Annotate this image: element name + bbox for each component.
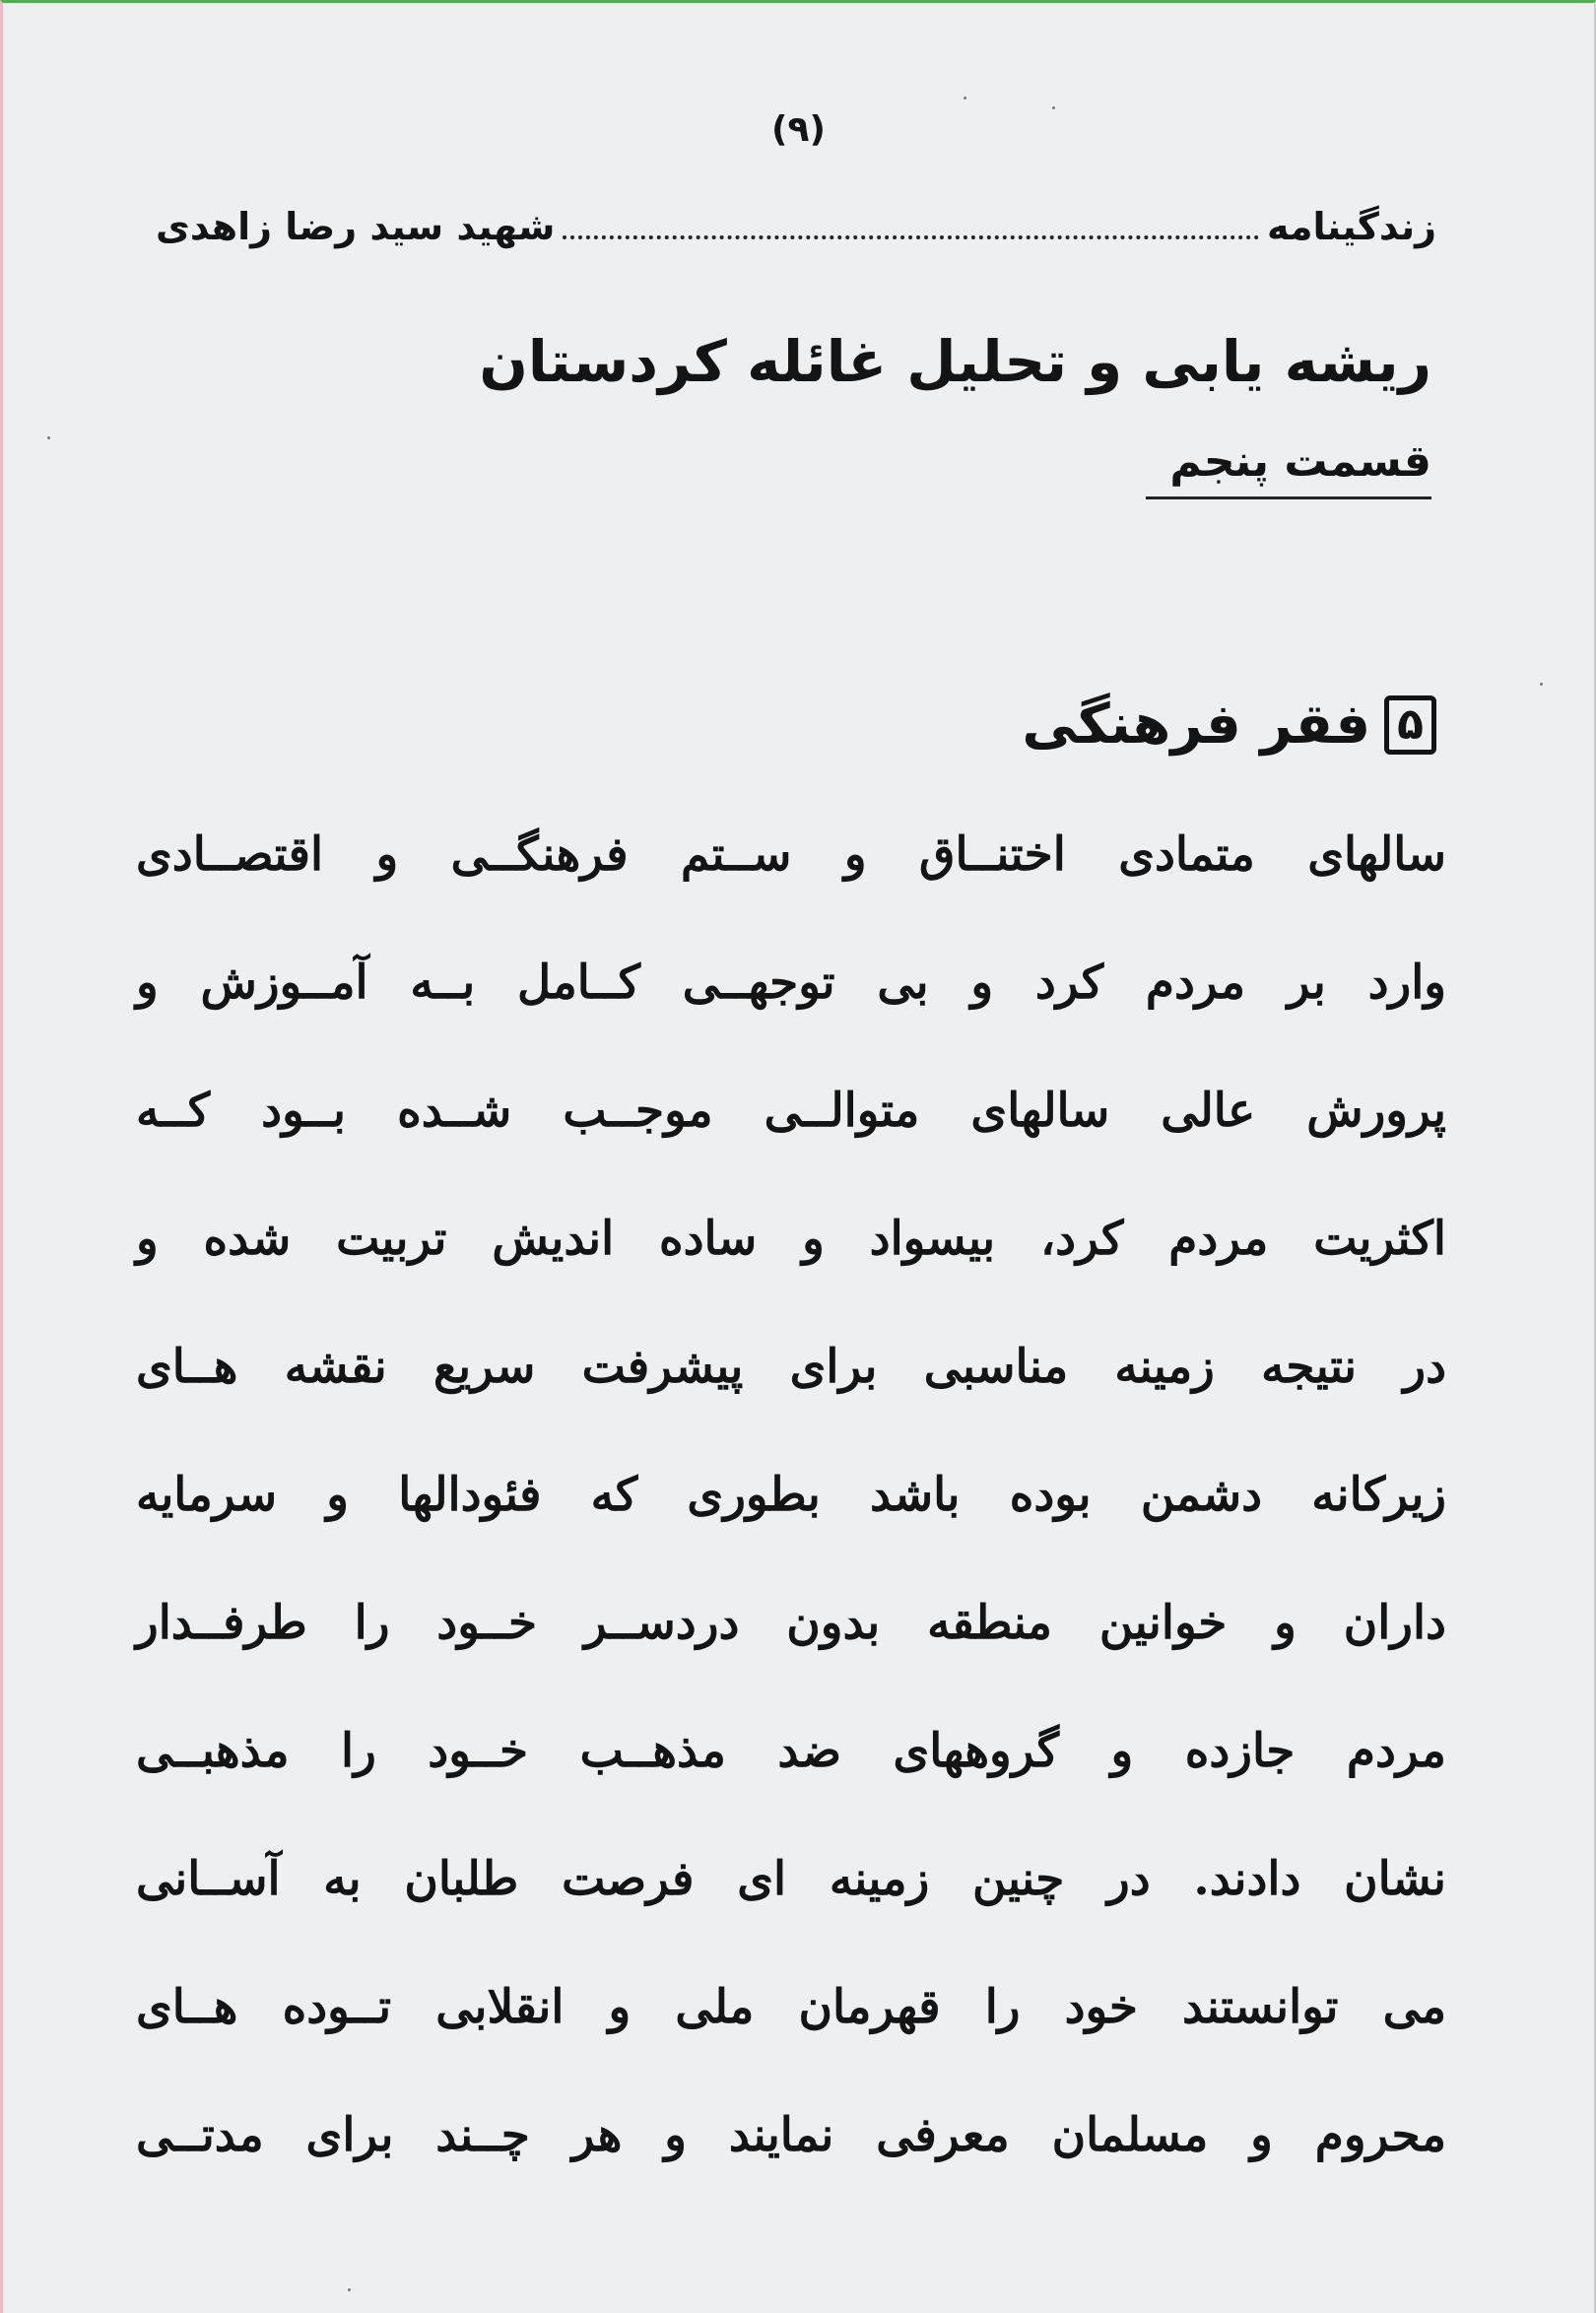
section-heading (1022, 693, 1436, 757)
body-line: اکثریت مردم کرد، بیسواد و ساده اندیش تربیت شده و (136, 1212, 1446, 1266)
body-line: نشان دادند. در چنین زمینه ای فرصت طلبان به آســانی (136, 1852, 1446, 1906)
scan-speck (964, 97, 966, 99)
running-header (156, 205, 1436, 249)
scan-speck (348, 2288, 351, 2291)
body-line: در نتیجه زمینه مناسبی برای پیشرفت سریع نقشه هــای (136, 1340, 1446, 1394)
header-left-label: زندگینامه (1266, 205, 1436, 248)
body-line: داران و خوانین منطقه بدون دردســر خــود را طرفــدار (136, 1596, 1446, 1650)
body-line: مردم جازده و گروههای ضد مذهــب خــود را مذهبــی (136, 1724, 1446, 1778)
body-line: وارد بر مردم کرد و بی توجهــی کــامل بــه آمــوزش و (136, 956, 1446, 1010)
section-number-box: ۵ (1384, 695, 1436, 755)
header-leader-dots (563, 235, 1259, 239)
page-title: ریشه یابی و تحلیل غائله کردستان (479, 328, 1431, 395)
header-right-label: شهید سید رضا زاهدی (156, 205, 556, 248)
section-heading-text: فقر فرهنگی (1022, 693, 1371, 757)
body-paragraph (136, 791, 1446, 2200)
body-line: محروم و مسلمان معرفی نمایند و هر چــند برای مدتــی (136, 2108, 1446, 2162)
scan-speck (47, 436, 50, 439)
scan-speck (1540, 683, 1543, 686)
body-line: پرورش عالی سالهای متوالــی موجــب شــده بــود کــه (136, 1084, 1446, 1138)
page-subtitle: قسمت پنجم (1146, 436, 1431, 499)
page-number: (۹) (771, 109, 826, 150)
body-line: سالهای متمادی اختنــاق و ســتم فرهنگــی و اقتصــادی (136, 827, 1446, 882)
body-line: زیرکانه دشمن بوده باشد بطوری که فئودالها و سرمایه (136, 1468, 1446, 1522)
body-line: می توانستند خود را قهرمان ملی و انقلابی تــوده هــای (136, 1980, 1446, 2034)
